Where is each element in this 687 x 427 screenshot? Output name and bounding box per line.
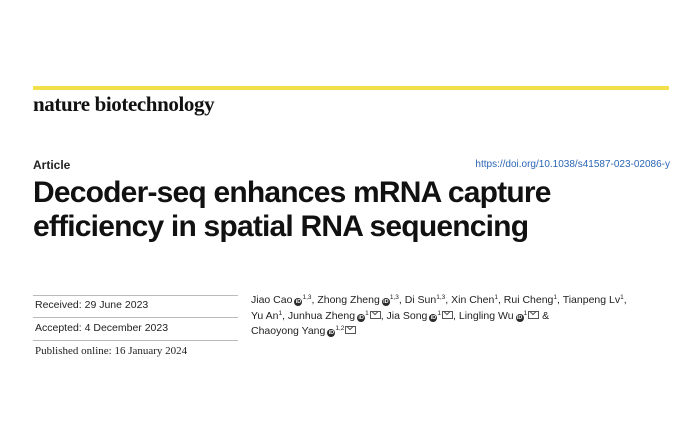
orcid-icon[interactable]: iD: [328, 330, 335, 336]
orcid-icon[interactable]: iD: [358, 314, 364, 321]
author-name[interactable]: [504, 294, 557, 306]
author-name[interactable]: [563, 294, 624, 306]
journal-header-rule: [33, 86, 669, 90]
author-separator: &: [539, 309, 550, 322]
email-icon[interactable]: [345, 326, 356, 334]
author-name-text: Jiao Cao: [251, 294, 293, 306]
author-separator: ,: [398, 294, 405, 306]
author-name-text: Tianpeng Lv: [562, 294, 621, 306]
article-title-line-1: Decoder-seq enhances mRNA capture: [33, 176, 551, 209]
author-name[interactable]: [251, 310, 282, 322]
author-name-text: Jia Song: [386, 309, 428, 322]
author-line-3: [251, 324, 676, 340]
doi-link[interactable]: https://doi.org/10.1038/s41587-023-02086-y: [475, 159, 670, 170]
article-title: [33, 176, 673, 244]
author-separator: ,: [380, 309, 387, 322]
orcid-icon[interactable]: iD: [383, 299, 389, 305]
accepted-date: Accepted: 4 December 2023: [35, 322, 169, 334]
author-name-text: Yu An: [251, 309, 279, 322]
email-icon[interactable]: [528, 311, 539, 319]
author-list: [251, 293, 676, 340]
article-type-label: Article: [33, 158, 71, 172]
orcid-icon[interactable]: iD: [430, 314, 437, 321]
author-name[interactable]: [288, 310, 381, 322]
date-divider: [33, 317, 238, 318]
author-separator: ,: [445, 294, 452, 306]
author-name-text: Xin Chen: [451, 294, 495, 306]
author-separator: ,: [623, 294, 627, 306]
email-icon[interactable]: [442, 311, 453, 319]
author-name[interactable]: [405, 294, 446, 306]
affiliation-superscript: 1: [553, 294, 558, 301]
journal-name: nature biotechnology: [33, 92, 215, 116]
author-separator: ,: [311, 294, 318, 306]
author-name-text: Zhong Zheng: [317, 294, 380, 306]
affiliation-superscript: 1: [437, 309, 442, 317]
author-separator: ,: [282, 309, 288, 322]
author-name[interactable]: [451, 294, 498, 306]
published-date: Published online: 16 January 2024: [35, 345, 188, 357]
affiliation-superscript: 1: [620, 294, 624, 301]
affiliation-superscript: 1,3: [436, 294, 446, 301]
author-name[interactable]: [317, 294, 399, 306]
author-name-text: Di Sun: [404, 294, 437, 306]
orcid-icon[interactable]: iD: [295, 299, 302, 305]
affiliation-superscript: 1: [494, 294, 498, 301]
author-line-1: [251, 293, 676, 309]
author-name[interactable]: [251, 325, 356, 337]
affiliation-superscript: 1: [365, 309, 369, 317]
email-icon[interactable]: [370, 311, 381, 319]
date-divider: [33, 340, 238, 341]
received-date: Received: 29 June 2023: [35, 299, 149, 311]
date-divider: [33, 295, 238, 296]
author-name-text: Lingling Wu: [458, 309, 514, 322]
affiliation-superscript: 1: [523, 309, 528, 317]
author-line-2: [251, 309, 676, 325]
author-name[interactable]: [459, 310, 539, 322]
author-separator: ,: [557, 294, 563, 306]
author-separator: ,: [497, 294, 504, 306]
affiliation-superscript: 1: [278, 309, 283, 317]
affiliation-superscript: 1,3: [389, 294, 399, 301]
author-name[interactable]: [387, 310, 454, 322]
affiliation-superscript: 1,3: [302, 294, 312, 301]
author-name-text: Junhua Zheng: [287, 309, 356, 322]
article-title-line-2: efficiency in spatial RNA sequencing: [33, 210, 529, 243]
affiliation-superscript: 1,2: [335, 325, 345, 332]
author-name-text: Rui Cheng: [503, 294, 554, 306]
author-name[interactable]: [251, 294, 312, 306]
orcid-icon[interactable]: iD: [516, 314, 523, 321]
author-separator: ,: [453, 309, 459, 322]
author-name-text: Chaoyong Yang: [251, 325, 326, 337]
